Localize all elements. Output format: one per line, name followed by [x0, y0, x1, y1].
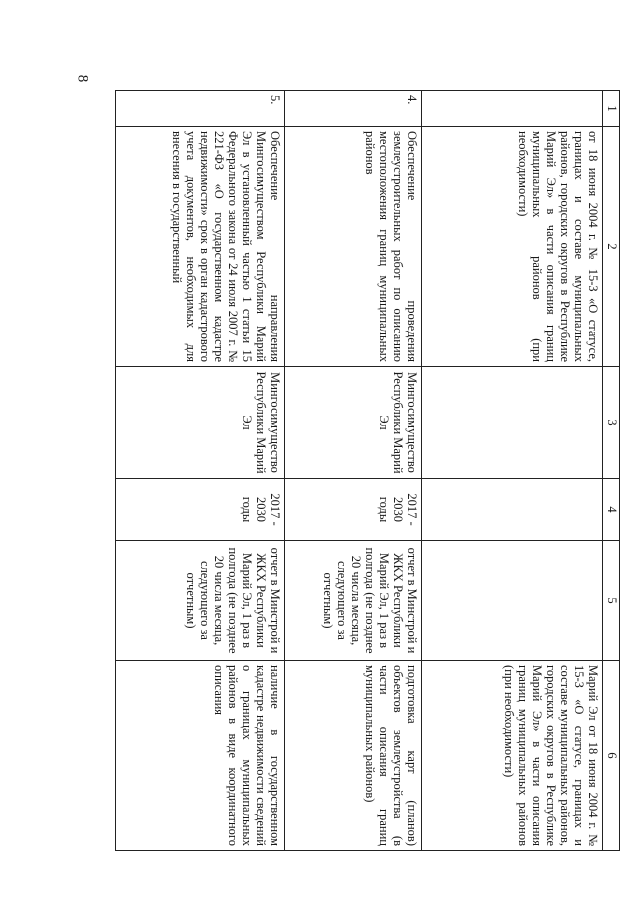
period: 2017 - 2030 годы [285, 479, 422, 541]
plan-table [115, 90, 620, 851]
measure-description: Обеспечение проведения землеустроительных работ по описанию местоположения границ муниципальных районов [285, 127, 422, 367]
row-number: 4. [285, 91, 422, 127]
column-header-2: 2 [603, 127, 620, 367]
measure-description: Обеспечение направления Мингосимуществом Республики Марий Эл в установленный частью 1 статьи 15 Федерального закона от 24 июля 2007 г. № 221-ФЗ «О государственном кадастре недвижимости» срок в орган кадастрового учета документов, необходимых для внесения в государственный [116, 127, 285, 367]
expected-result: Марий Эл от 18 июня 2004 г. № 15-З «О статусе, границах и составе муниципальных районов, городских округов в Республике Марий Эл» в части описания границ муниципальных районов (при необходимости) [422, 661, 603, 851]
period: 2017 - 2030 годы [116, 479, 285, 541]
report-form [422, 541, 603, 661]
expected-result: наличие в государственном кадастре недвижимости сведений о границах муниципальных районов в виде координатного описания [116, 661, 285, 851]
header-row [603, 91, 620, 851]
report-form: отчет в Минстрой и ЖКХ Республики Марий Эл, 1 раз в полгода (не позднее 20 числа месяца, следующего за отчетным) [116, 541, 285, 661]
column-header-5: 5 [603, 541, 620, 661]
column-header-6: 6 [603, 661, 620, 851]
table-row [285, 91, 422, 851]
measure-description: от 18 июня 2004 г. № 15-З «О статусе, границах и составе муниципальных районов, городских округов в Республике Марий Эл» в части описания границ муниципальных районов (при необходимости) [422, 127, 603, 367]
column-header-1: 1 [603, 91, 620, 127]
rotated-table-wrapper [125, 90, 620, 850]
period [422, 479, 603, 541]
report-form: отчет в Минстрой и ЖКХ Республики Марий Эл, 1 раз в полгода (не позднее 20 числа месяца, следующего за отчетным) [285, 541, 422, 661]
executor [422, 367, 603, 479]
table-row [422, 91, 603, 851]
column-header-3: 3 [603, 367, 620, 479]
executor: Мингосимущество Республики Марий Эл [285, 367, 422, 479]
executor: Мингосимущество Республики Марий Эл [116, 367, 285, 479]
column-header-4: 4 [603, 479, 620, 541]
row-number [422, 91, 603, 127]
expected-result: подготовка карт (планов) объектов землеустройства (в части описания границ муниципальных районов) [285, 661, 422, 851]
table-row [116, 91, 285, 851]
page-number: 8 [74, 74, 91, 83]
row-number: 5. [116, 91, 285, 127]
